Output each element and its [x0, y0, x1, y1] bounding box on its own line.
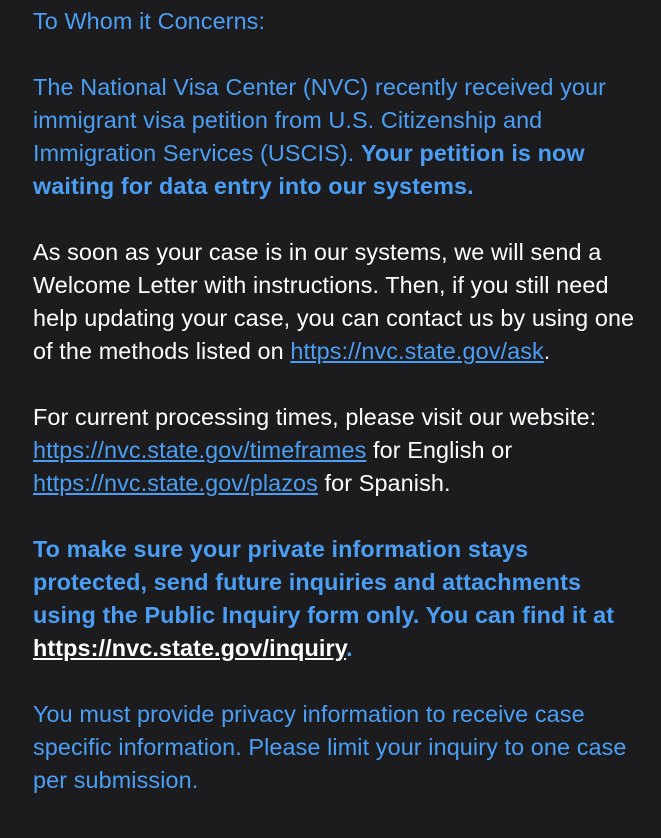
- plazos-link[interactable]: https://nvc.state.gov/plazos: [33, 470, 318, 496]
- welcome-letter-end: .: [543, 338, 551, 364]
- paragraph-welcome-letter: [33, 236, 648, 368]
- inquiry-link[interactable]: https://nvc.state.gov/inquiry: [33, 635, 347, 661]
- processing-times-text-1: For current processing times, please visit our website:: [33, 404, 597, 430]
- welcome-letter-text: As soon as your case is in our systems, we will send a Welcome Letter with instructions. Then, if you still need help updating your case, you can contact us by using one of the methods listed on: [33, 239, 635, 364]
- petition-status-bold: Your petition is now waiting for data entry into our systems.: [33, 140, 585, 199]
- petition-received-text: The National Visa Center (NVC) recently received your immigrant visa petition from U.S. Citizenship and Immigration Services (USCIS).: [33, 74, 606, 166]
- paragraph-privacy-requirement: [33, 698, 648, 797]
- processing-times-text-2: for English or: [366, 437, 513, 463]
- greeting-text: To Whom it Concerns:: [33, 8, 266, 34]
- processing-times-text-3: for Spanish.: [317, 470, 451, 496]
- paragraph-petition-received: [33, 71, 648, 203]
- paragraph-processing-times: [33, 401, 648, 500]
- timeframes-link[interactable]: https://nvc.state.gov/timeframes: [33, 437, 367, 463]
- ask-link[interactable]: https://nvc.state.gov/ask: [290, 338, 544, 364]
- greeting: [33, 5, 648, 38]
- privacy-requirement-text: You must provide privacy information to receive case specific information. Please limit your inquiry to one case per submission.: [33, 701, 627, 793]
- privacy-notice-text: To make sure your private information stays protected, send future inquiries and attachments using the Public Inquiry form only. You can find it at: [33, 536, 615, 628]
- privacy-notice-end: .: [346, 635, 353, 661]
- paragraph-privacy-notice: [33, 533, 648, 665]
- email-body: [33, 5, 648, 830]
